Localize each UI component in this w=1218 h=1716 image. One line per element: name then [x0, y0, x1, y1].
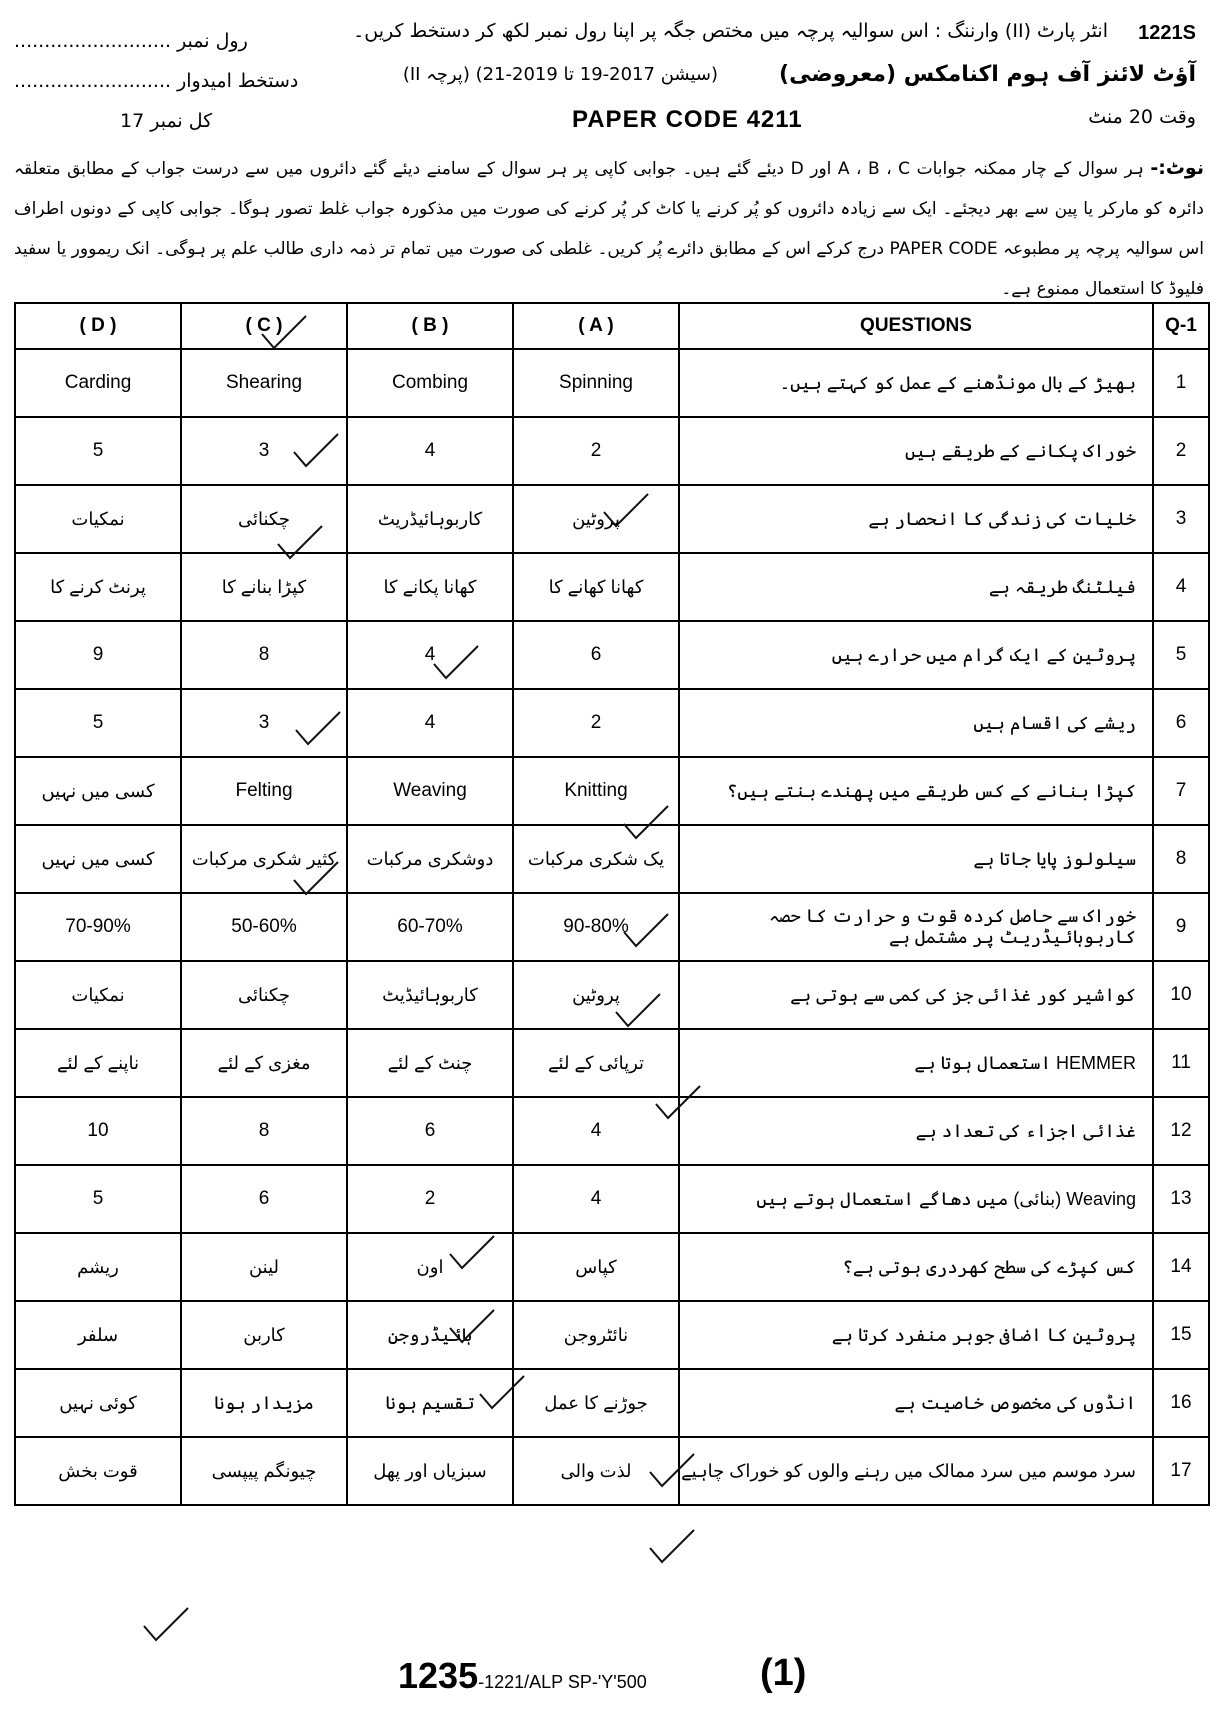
option-a-cell: پروٹین — [513, 961, 679, 1029]
option-b-cell: 60-70% — [347, 893, 513, 961]
option-d-cell: 10 — [15, 1097, 181, 1165]
option-b-cell: دوشکری مرکبات — [347, 825, 513, 893]
table-row — [15, 1233, 1209, 1301]
question-cell: خلیات کی زندگی کا انحصار ہے — [679, 485, 1153, 553]
check-mark-icon — [646, 1526, 698, 1566]
option-b-cell: 6 — [347, 1097, 513, 1165]
question-number-cell: 13 — [1153, 1165, 1209, 1233]
table-row — [15, 553, 1209, 621]
question-number-cell: 14 — [1153, 1233, 1209, 1301]
option-d-cell: Carding — [15, 349, 181, 417]
question-cell: پروٹین کے ایک گرام میں حرارے ہیں — [679, 621, 1153, 689]
question-number-cell: 10 — [1153, 961, 1209, 1029]
option-b-cell: کاربوہائیڈیٹ — [347, 961, 513, 1029]
option-a-cell: 90-80% — [513, 893, 679, 961]
option-d-cell: 70-90% — [15, 893, 181, 961]
option-d-cell: 5 — [15, 417, 181, 485]
page-number: (1) — [760, 1652, 807, 1694]
option-d-cell: ریشم — [15, 1233, 181, 1301]
option-c-cell: چکنائی — [181, 961, 347, 1029]
question-number-cell: 12 — [1153, 1097, 1209, 1165]
question-cell: کس کپڑے کی سطح کھردری ہوتی ہے؟ — [679, 1233, 1153, 1301]
question-cell: انڈوں کی مخصوص خاصیت ہے — [679, 1369, 1153, 1437]
table-row — [15, 1369, 1209, 1437]
option-b-cell: ہائیڈروجن — [347, 1301, 513, 1369]
question-number-cell: 3 — [1153, 485, 1209, 553]
table-row — [15, 1097, 1209, 1165]
option-c-cell: 6 — [181, 1165, 347, 1233]
option-a-cell: Spinning — [513, 349, 679, 417]
roll-number-dots: .......................... — [14, 30, 172, 52]
option-d-cell: 5 — [15, 689, 181, 757]
question-cell: خوراک پکانے کے طریقے ہیں — [679, 417, 1153, 485]
warning-text: انٹر پارٹ (II) وارننگ : اس سوالیہ پرچہ میں مختص جگہ پر اپنا رول نمبر لکھ کر دستخط کریں۔ — [353, 20, 1108, 42]
option-c-cell: 8 — [181, 621, 347, 689]
option-a-cell: یک شکری مرکبات — [513, 825, 679, 893]
question-cell: بھیڑ کے بال مونڈھنے کے عمل کو کہتے ہیں۔ — [679, 349, 1153, 417]
option-b-cell: Weaving — [347, 757, 513, 825]
question-cell: پروٹین کا اضافی جوہر منفرد کرتا ہے — [679, 1301, 1153, 1369]
table-row — [15, 1165, 1209, 1233]
candidate-signature-field — [14, 70, 298, 92]
option-c-cell: 3 — [181, 417, 347, 485]
question-number-cell: 5 — [1153, 621, 1209, 689]
option-a-cell: 4 — [513, 1097, 679, 1165]
option-b-cell: تقسیم ہونا — [347, 1369, 513, 1437]
option-b-cell: کھانا پکانے کا — [347, 553, 513, 621]
check-mark-icon — [140, 1604, 192, 1644]
table-row — [15, 417, 1209, 485]
header-questions: QUESTIONS — [679, 303, 1153, 349]
roll-number-field — [14, 30, 248, 52]
question-number-cell: 17 — [1153, 1437, 1209, 1505]
option-a-cell: جوڑنے کا عمل — [513, 1369, 679, 1437]
question-number-cell: 6 — [1153, 689, 1209, 757]
option-a-cell: کھانا کھانے کا — [513, 553, 679, 621]
option-a-cell: 2 — [513, 417, 679, 485]
option-d-cell: سلفر — [15, 1301, 181, 1369]
option-b-cell: 4 — [347, 417, 513, 485]
header-option-c: ( C ) — [181, 303, 347, 349]
option-b-cell: اون — [347, 1233, 513, 1301]
footer-code — [398, 1655, 647, 1697]
option-a-cell: لذت والی — [513, 1437, 679, 1505]
question-cell: فیلٹنگ طریقہ ہے — [679, 553, 1153, 621]
option-b-cell: Combing — [347, 349, 513, 417]
table-row — [15, 621, 1209, 689]
option-c-cell: Felting — [181, 757, 347, 825]
option-d-cell: کوئی نہیں — [15, 1369, 181, 1437]
option-c-cell: کثیر شکری مرکبات — [181, 825, 347, 893]
question-number-cell: 2 — [1153, 417, 1209, 485]
option-b-cell: 4 — [347, 689, 513, 757]
option-d-cell: قوت بخش — [15, 1437, 181, 1505]
roll-number-label: رول نمبر — [177, 30, 248, 52]
table-row — [15, 757, 1209, 825]
option-c-cell: مزیدار ہونا — [181, 1369, 347, 1437]
option-d-cell: نمکیات — [15, 961, 181, 1029]
mcq-table — [14, 302, 1210, 1506]
question-cell: غذائی اجزاء کی تعداد ہے — [679, 1097, 1153, 1165]
signature-dots: .......................... — [14, 70, 172, 92]
footer-code-big: 1235 — [398, 1655, 479, 1696]
option-c-cell: کاربن — [181, 1301, 347, 1369]
option-b-cell: چنٹ کے لئے — [347, 1029, 513, 1097]
option-c-cell: 3 — [181, 689, 347, 757]
question-number-cell: 8 — [1153, 825, 1209, 893]
question-cell: خوراک سے حاصل کردہ قوت و حرارت کا حصہ کاربوہائیڈریٹ پر مشتمل ہے — [679, 893, 1153, 961]
paper-serial-code: 1221S — [1138, 22, 1196, 44]
option-b-cell: 4 — [347, 621, 513, 689]
option-a-cell: ترپائی کے لئے — [513, 1029, 679, 1097]
option-d-cell: 5 — [15, 1165, 181, 1233]
table-row — [15, 349, 1209, 417]
question-number-cell: 9 — [1153, 893, 1209, 961]
option-c-cell: 8 — [181, 1097, 347, 1165]
option-b-cell: سبزیاں اور پھل — [347, 1437, 513, 1505]
question-number-cell: 7 — [1153, 757, 1209, 825]
table-header-row — [15, 303, 1209, 349]
option-b-cell: کاربوہائیڈریٹ — [347, 485, 513, 553]
header-option-b: ( B ) — [347, 303, 513, 349]
table-row — [15, 961, 1209, 1029]
option-d-cell: پرنٹ کرنے کا — [15, 553, 181, 621]
time-allowed: وقت 20 منٹ — [1088, 106, 1196, 128]
option-c-cell: چکنائی — [181, 485, 347, 553]
question-number-cell: 11 — [1153, 1029, 1209, 1097]
question-cell: کواشیر کور غذائی جز کی کمی سے ہوتی ہے — [679, 961, 1153, 1029]
question-cell: کپڑا بنانے کے کس طریقے میں پھندے بنتے ہیں؟ — [679, 757, 1153, 825]
header-option-d: ( D ) — [15, 303, 181, 349]
option-c-cell: مغزی کے لئے — [181, 1029, 347, 1097]
question-cell: سرد موسم میں سرد ممالک میں رہنے والوں کو خوراک چاہیے — [679, 1437, 1153, 1505]
note-text: ہر سوال کے چار ممکنہ جوابات A ، B ، C اور D دیئے گئے ہیں۔ جوابی کاپی پر ہر سوال کے سامنے دیئے گئے دائروں میں سے درست جواب کے مطابق متعلقہ دائرہ کو مارکر یا پین سے بھر دیجئے۔ ایک سے زیادہ دائروں کو پُر کرنے یا کاٹ کر پُر کرنے کی صورت میں مذکورہ جواب غلط تصور ہوگا۔ جوابی کاپی کے دونوں اطراف اس سوالیہ پرچہ پر مطبوعہ PAPER CODE درج کرکے اس کے مطابق دائرے پُر کریں۔ غلطی کی صورت میں تمام تر ذمہ داری طالب علم پر ہوگی۔ انک ریموور یا سفید فلیوڈ کا استعمال ممنوع ہے۔ — [14, 159, 1204, 299]
option-d-cell: 9 — [15, 621, 181, 689]
table-row — [15, 1029, 1209, 1097]
footer-code-small: -1221/ALP SP-'Y'500 — [478, 1672, 647, 1692]
option-c-cell: چیونگم پیپسی — [181, 1437, 347, 1505]
option-d-cell: ناپنے کے لئے — [15, 1029, 181, 1097]
option-a-cell: پروٹین — [513, 485, 679, 553]
table-row — [15, 825, 1209, 893]
option-a-cell: 6 — [513, 621, 679, 689]
header-option-a: ( A ) — [513, 303, 679, 349]
question-number-cell: 16 — [1153, 1369, 1209, 1437]
table-row — [15, 893, 1209, 961]
question-cell: ریشے کی اقسام ہیں — [679, 689, 1153, 757]
option-a-cell: نائٹروجن — [513, 1301, 679, 1369]
total-marks: کل نمبر 17 — [120, 110, 213, 132]
option-d-cell: نمکیات — [15, 485, 181, 553]
option-c-cell: 50-60% — [181, 893, 347, 961]
instructions-note — [14, 148, 1204, 309]
table-row — [15, 485, 1209, 553]
session-info: (سیشن 2017-19 تا 2019-21) (پرچہ II) — [402, 64, 718, 85]
subject-title: آؤٹ لائنز آف ہوم اکنامکس (معروضی) — [779, 62, 1196, 87]
option-c-cell: Shearing — [181, 349, 347, 417]
question-number-cell: 4 — [1153, 553, 1209, 621]
header-q1: Q-1 — [1153, 303, 1209, 349]
option-d-cell: کسی میں نہیں — [15, 757, 181, 825]
option-a-cell: 4 — [513, 1165, 679, 1233]
option-a-cell: Knitting — [513, 757, 679, 825]
question-number-cell: 15 — [1153, 1301, 1209, 1369]
question-number-cell: 1 — [1153, 349, 1209, 417]
signature-label: دستخط امیدوار — [177, 70, 299, 92]
option-d-cell: کسی میں نہیں — [15, 825, 181, 893]
option-b-cell: 2 — [347, 1165, 513, 1233]
option-c-cell: کپڑا بنانے کا — [181, 553, 347, 621]
question-cell: Weaving (بنائی) میں دھاگے استعمال ہوتے ہیں — [679, 1165, 1153, 1233]
question-cell: سیلولوز پایا جاتا ہے — [679, 825, 1153, 893]
question-cell: HEMMER استعمال ہوتا ہے — [679, 1029, 1153, 1097]
table-row — [15, 1437, 1209, 1505]
option-a-cell: 2 — [513, 689, 679, 757]
table-row — [15, 1301, 1209, 1369]
option-a-cell: کپاس — [513, 1233, 679, 1301]
option-c-cell: لینن — [181, 1233, 347, 1301]
note-label: نوٹ:- — [1150, 157, 1204, 179]
table-row — [15, 689, 1209, 757]
paper-code: PAPER CODE 4211 — [572, 106, 803, 133]
